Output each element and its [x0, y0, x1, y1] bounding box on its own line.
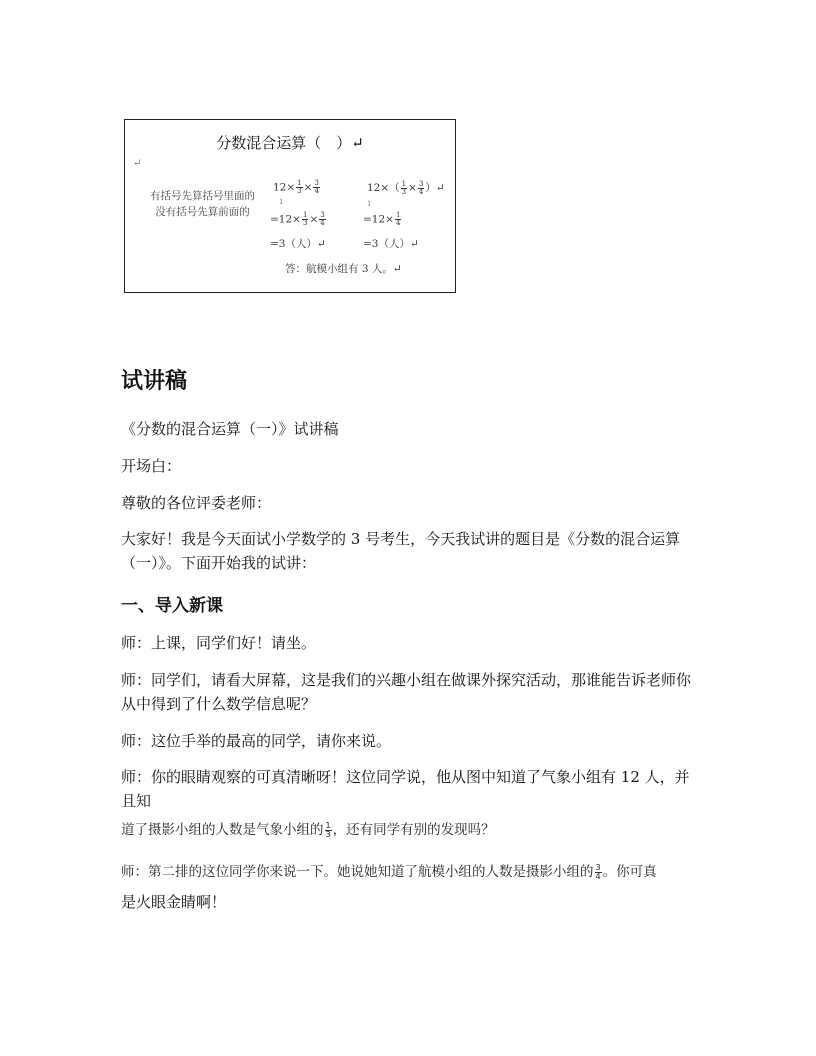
paragraph: 是火眼金睛啊！ [121, 893, 227, 911]
left-calc-line1: 12× $\frac{1}{3}$ × $\frac{3}{4}$ [273, 179, 319, 195]
paragraph: 师：同学们，请看大屏幕，这是我们的兴趣小组在做课外探究活动，那谁能告诉老师你从中得到了什么数学信息呢？ [121, 671, 692, 713]
fraction: $\frac{3}{4}$ [314, 179, 319, 195]
fraction: $\frac{1}{3}$ [401, 179, 407, 196]
figure-title: 分数混合运算（ ）↵ [216, 134, 364, 152]
left-calc-line2: =12× $\frac{1}{3}$ × $\frac{3}{4}$ [270, 211, 325, 227]
step-mark: 1 [279, 198, 284, 206]
paragraph-title: 《分数的混合运算（一）》试讲稿 [121, 420, 339, 438]
scanned-text-line: 道了摄影小组的人数是气象小组的 $\frac{1}{3}$ ，还有同学有别的发现吗？ [121, 820, 495, 839]
step-mark: 1 [367, 200, 372, 208]
figure-answer: 答：航模小组有 3 人。↵ [285, 263, 402, 275]
right-calc-line2: =12× $\frac{1}{4}$ [363, 211, 401, 227]
paragraph: 师：上课，同学们好！请坐。 [121, 634, 317, 652]
paragraph-intro: 大家好！我是今天面试小学数学的 3 号考生，今天我试讲的题目是《分数的混合运算（一）》。下面开始我的试讲： [121, 530, 681, 572]
fraction: $\frac{1}{3}$ [302, 211, 308, 227]
document-heading: 试讲稿 [121, 369, 188, 394]
fraction: $\frac{1}{3}$ [297, 179, 302, 195]
fraction: $\frac{3}{4}$ [418, 179, 424, 196]
fraction: $\frac{3}{4}$ [595, 862, 601, 881]
paragraph: 师：这位手举的最高的同学，请你来说。 [121, 732, 392, 750]
section-heading: 一、导入新课 [121, 596, 223, 616]
fraction: $\frac{1}{3}$ [325, 820, 331, 839]
right-calc-line1: 12×（ $\frac{1}{3}$ × $\frac{3}{4}$ ）↵ [367, 179, 445, 196]
paragraph-greeting: 尊敬的各位评委老师： [121, 494, 272, 512]
right-calc-line3: =3（人）↵ [363, 238, 419, 250]
paragraph: 师：你的眼睛观察的可真清晰呀！这位同学说，他从图中知道了气象小组有 12 人，并且知 [121, 768, 690, 810]
paragraph-opening: 开场白： [121, 457, 182, 475]
return-mark: ↵ [133, 158, 142, 169]
lesson-slide-figure [124, 119, 456, 293]
fraction: $\frac{1}{4}$ [395, 211, 401, 227]
left-calc-line3: =3（人）↵ [270, 238, 326, 250]
figure-note: 有括号先算括号里面的 没有括号先算前面的 [150, 190, 255, 218]
fraction: $\frac{3}{4}$ [320, 211, 325, 227]
scanned-text-line: 师：第二排的这位同学你来说一下。她说她知道了航模小组的人数是摄影小组的 $\frac{3}{4}$ 。你可真 [121, 862, 657, 881]
